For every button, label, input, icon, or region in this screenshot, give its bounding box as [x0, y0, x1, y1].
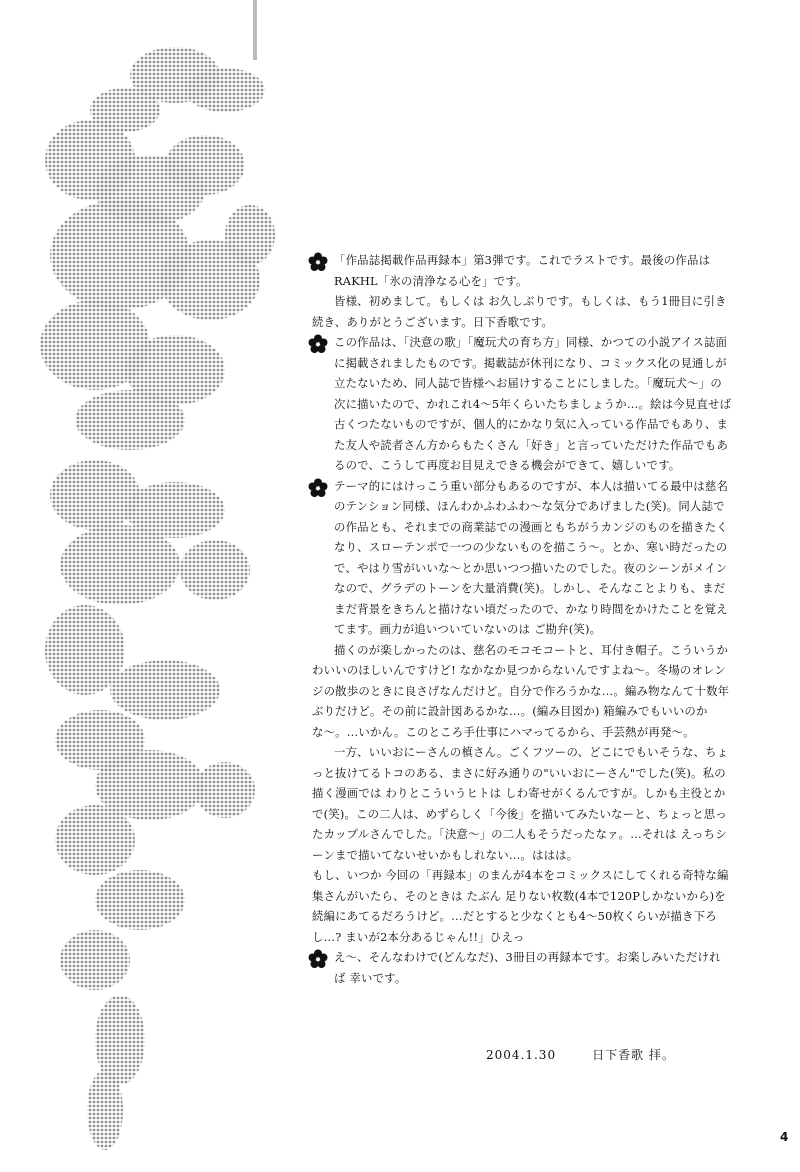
paragraph: [312, 947, 732, 988]
side-cloud-illustration: [0, 0, 290, 1172]
paragraph-text: 皆様、初めまして。もしくは お久しぶりです。もしくは、もう1冊目に引き続き、ありがとうございます。日下香歌です。: [312, 294, 727, 329]
flower-bullet-icon: [308, 478, 328, 498]
flower-bullet-icon: [308, 949, 328, 969]
paragraph: [312, 640, 732, 743]
paragraph-text: 「作品誌掲載作品再録本」第3弾です。これでラストです。最後の作品は RAKHL「氷の清浄なる心を」です。: [334, 253, 711, 288]
paragraph: [312, 742, 732, 865]
paragraph: [312, 250, 732, 291]
signature-date: 2004.1.30: [486, 1048, 557, 1062]
paragraph-text: え〜、そんなわけで(どんなだ)、3冊目の再録本です。お楽しみいただければ 幸いです。: [334, 950, 721, 985]
paragraph: [312, 291, 732, 332]
paragraph-text: この作品は、「決意の歌」「魔玩犬の育ち方」同様、かつての小説アイス誌面に掲載されましたものです。掲載誌が休刊になり、コミックス化の見通しが立たないため、同人誌で皆様へお届けすることにしました。「魔玩犬〜」の次に描いたので、かれこれ4〜5年くらいたちましょうか…。絵は今見直せば古くつたないものですが、個人的にかなり気に入っている作品でもあり、また友人や読者さん方からもたくさん「好き」と言っていただけた作品でもあるので、こうして再度お目見えできる機会ができて、嬉しいです。: [334, 335, 732, 472]
flower-bullet-icon: [308, 334, 328, 354]
paragraph-text: 描くのが楽しかったのは、慈名のモコモコートと、耳付き帽子。こういうかわいいのほしいんですけど! なかなか見つからないんですよね〜。冬場のオレンジの散歩のときに良さげなんだけど。自分で作ろうかな…。編み物なんて十数年ぶりだけど。その前に設計図あるかな…。(編み目図か) 箱編みでもいいのかな〜。…いかん。このところ手仕事にハマってるから、手芸熱が再発〜。: [312, 642, 730, 739]
signature-line: [486, 1046, 726, 1063]
paragraph-text: テーマ的にはけっこう重い部分もあるのですが、本人は描いてる最中は慈名のテンション同様、ほんわかふわふわ〜な気分であげました(笑)。同人誌での作品とも、それまでの商業誌での漫画ともちがうカンジのものを描きたくなり、スローテンポで一つの少ないものを描こう〜。とか、寒い時だったので、やはり雪がいいな〜とか思いつつ描いたのでした。夜のシーンがメインなので、グラデのトーンを大量消費(笑)。しかし、そんなことよりも、まだまだ背景をきちんと描けない頃だったので、かなり時間をかけたことを覚えてます。画力が追いついていないのは ご勘弁(笑)。: [334, 478, 729, 636]
flower-bullet-icon: [308, 252, 328, 272]
paragraph: [312, 476, 732, 640]
paragraph: [312, 865, 732, 947]
page-number: 4: [780, 1130, 789, 1144]
signature-author: 日下香歌 拝。: [592, 1048, 675, 1062]
paragraph-text: 一方、いいおにーさんの槙さん。ごくフツーの、どこにでもいそうな、ちょっと抜けてるトコのある、まさに好み通りの"いいおにーさん"でした(笑)。私の描く漫画では わりとこういうヒトは しわ寄せがくるんですが。しかも主役とかで(笑)。この二人は、めずらしく「今後」を描いてみたいなーと、ちょっと思ったカップルさんでした。「決意〜」の二人もそうだったなァ。…それは えっちシーンまで描いてないせいかもしれない…。ははは。: [312, 745, 729, 862]
paragraph-text: もし、いつか 今回の「再録本」のまんが4本をコミックスにしてくれる奇特な編集さんがいたら、そのときは たぶん 足りない枚数(4本で120Pしかないから)を 続編にあてるだろうけど。…だとすると少なくとも4〜50枚くらいが描き下ろし…? まいが2本分あるじゃん!!」ひえっ: [312, 868, 729, 944]
paragraph: [312, 332, 732, 476]
afterword-text: [312, 250, 732, 988]
